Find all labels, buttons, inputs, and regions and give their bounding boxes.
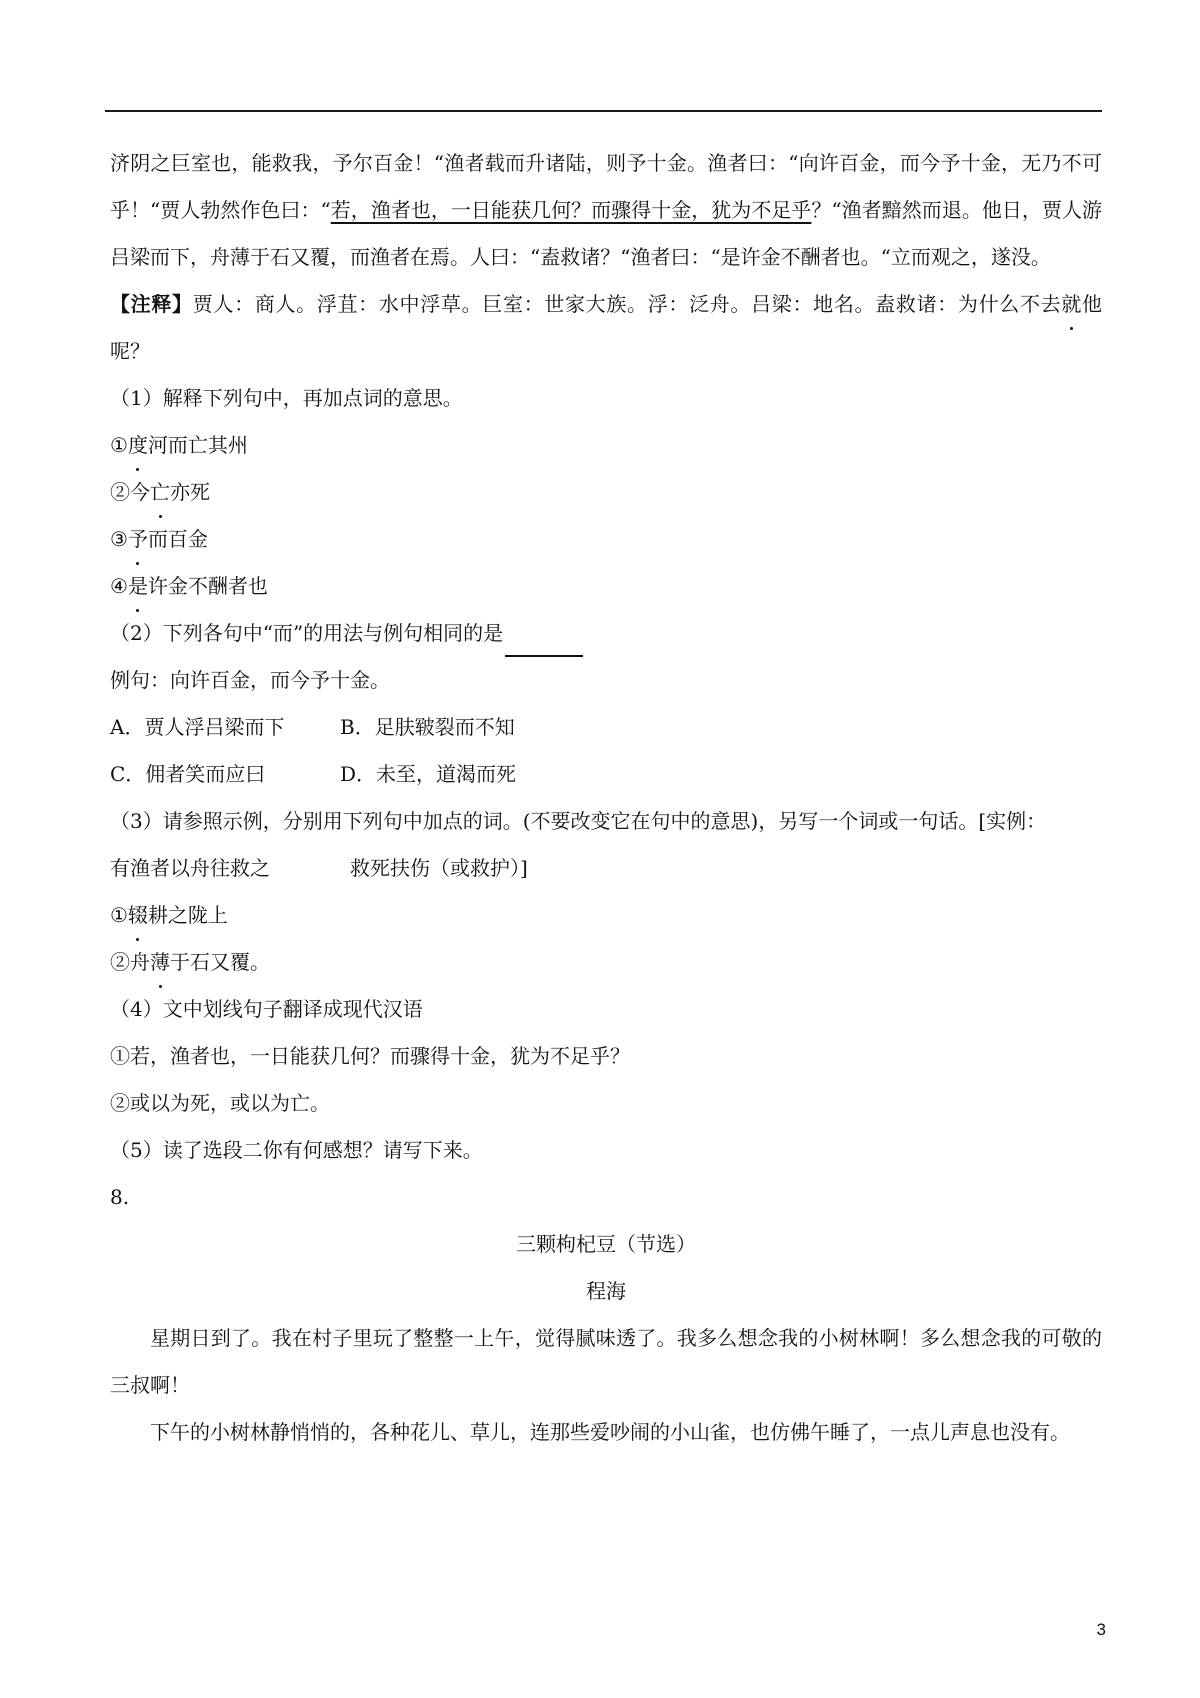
question-3-item: ②舟薄于石又覆。 (110, 939, 1102, 986)
question-1-item: ④是许金不酬者也 (110, 563, 1102, 610)
question-4-item: ②或以为死，或以为亡。 (110, 1091, 330, 1115)
note-text-end: 他呢？ (110, 292, 1103, 363)
question-2-example: 例句：向许百金，而今予十金。 (110, 668, 390, 692)
page-content (110, 140, 1102, 1456)
dotted-char: 是 (128, 563, 148, 610)
header-rule (105, 110, 1102, 112)
passage-paragraph (110, 140, 1102, 281)
option-a[interactable]: A．贾人浮吕梁而下 (110, 715, 285, 739)
question-3-item: ①辍耕之陇上 (110, 892, 1102, 939)
article-author: 程海 (586, 1279, 626, 1303)
answer-blank[interactable] (505, 635, 583, 657)
options-row-ab (110, 704, 1102, 751)
page-number: 3 (1096, 1620, 1106, 1639)
question-1-item: ①度河而亡其州 (110, 422, 1102, 469)
note-label: 【注释】 (110, 292, 193, 316)
question-1-item: ③予而百金 (110, 516, 1102, 563)
dotted-char: 辍 (128, 892, 148, 939)
question-2-stem: （2）下列各句中“而”的用法与例句相同的是 (110, 610, 1102, 657)
dotted-char: 度 (128, 422, 148, 469)
question-4-item: ①若，渔者也，一日能获几何？而骤得十金，犹为不足乎？ (110, 1044, 630, 1068)
section-number: 8. (110, 1185, 130, 1209)
dotted-char: 予 (128, 516, 148, 563)
article-title: 三颗枸杞豆（节选） (516, 1232, 696, 1256)
article-paragraph: 星期日到了。我在村子里玩了整整一上午，觉得腻味透了。我多么想念我的小树林啊！多么想念我的可敬的三叔啊！ (110, 1326, 1102, 1397)
dotted-char: 亡 (150, 469, 170, 516)
option-d[interactable]: D．未至，道渴而死 (340, 762, 517, 786)
passage-text-continued: ？“渔者黯然而退。他日，贾人游吕梁而下，舟薄于石又覆，而渔者在焉。人曰：“盍救诸？“渔者曰：“是许金不酬者也。“立而观之，遂没。 (110, 198, 1102, 269)
option-b[interactable]: B．足肤皲裂而不知 (340, 715, 515, 739)
question-3-stem: （3）请参照示例，分别用下列句中加点的词。(不要改变它在句中的意思)，另写一个词或一句话。[实例： (110, 809, 1047, 833)
question-1-item: ②今亡亦死 (110, 469, 1102, 516)
article-paragraph: 下午的小树林静悄悄的，各种花儿、草儿，连那些爱吵闹的小山雀，也仿佛午睡了，一点儿声息也没有。 (150, 1420, 1070, 1444)
option-c[interactable]: C．佣者笑而应曰 (110, 762, 266, 786)
question-3-example: 有渔者以舟往救之 救死扶伤（或救护）] (110, 856, 528, 880)
underlined-sentence: 若，渔者也，一日能获几何？而骤得十金，犹为不足乎 (330, 198, 812, 222)
passage-text: 济阴之巨室也，能救我，予尔百金！“渔者载而升诸陆，则予十金。渔者曰：“向许百金，而今予十金，无乃不可乎！“贾人勃然作色曰：“ (110, 151, 1102, 222)
options-row-cd (110, 751, 1102, 798)
question-4-stem: （4）文中划线句子翻译成现代汉语 (110, 997, 423, 1021)
question-1-stem: （1）解释下列句中，再加点词的意思。 (110, 386, 463, 410)
dotted-char: 薄 (150, 939, 170, 986)
dotted-char: 就 (1061, 281, 1081, 328)
annotation-note (110, 281, 1102, 375)
note-text: 贾人：商人。浮苴：水中浮草。巨室：世家大族。浮：泛舟。吕梁：地名。盍救诸：为什么不去 (192, 292, 1062, 316)
question-5-stem: （5）读了选段二你有何感想？请写下来。 (110, 1138, 483, 1162)
